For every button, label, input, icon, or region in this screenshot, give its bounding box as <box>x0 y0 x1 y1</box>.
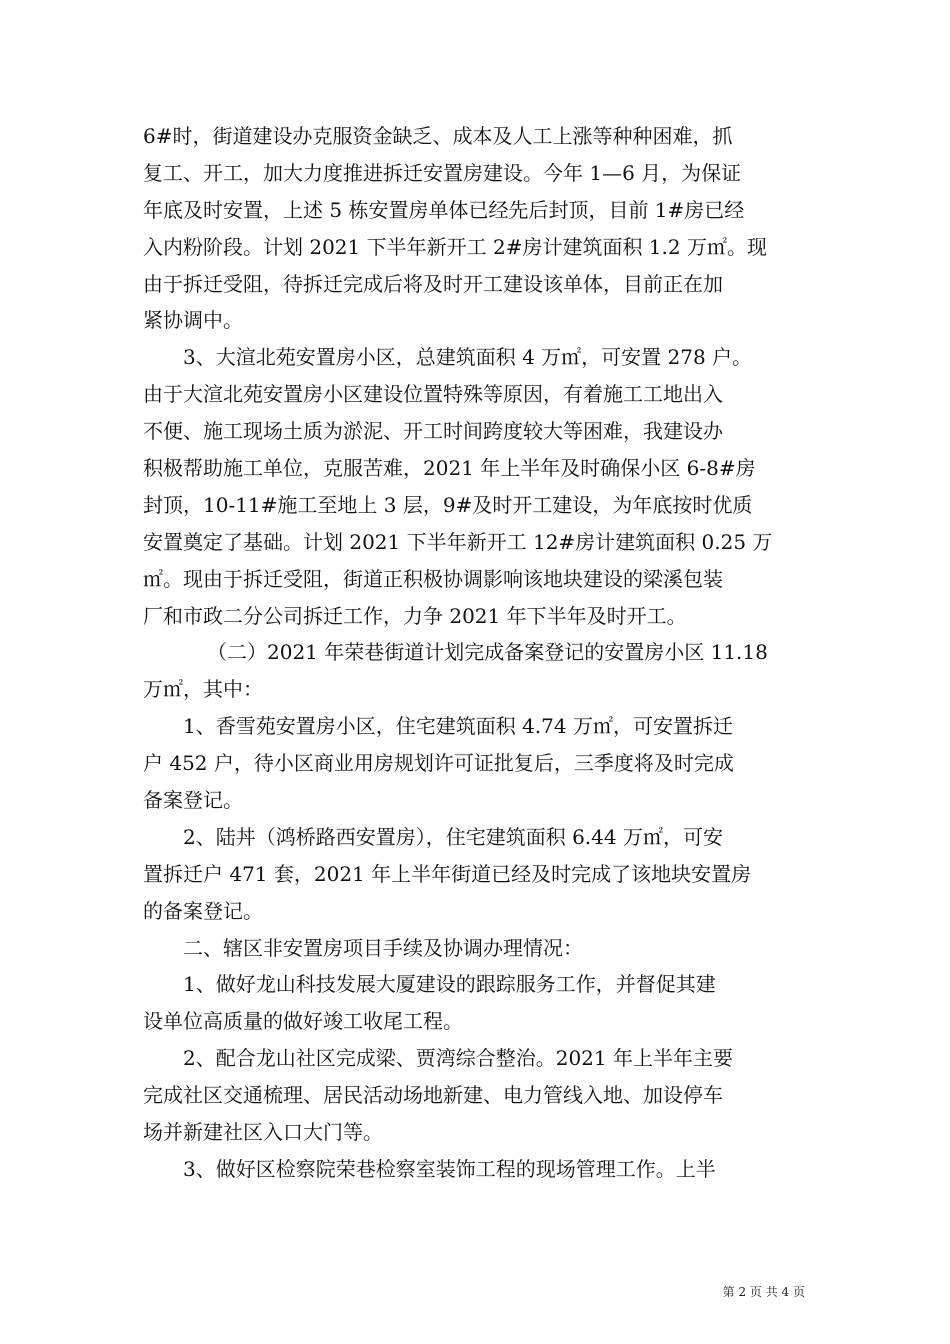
text-line: 不便、施工现场土质为淤泥、开工时间跨度较大等困难，我建设办 <box>143 419 723 444</box>
text-line: 紧协调中。 <box>143 308 243 333</box>
text-line: 复工、开工，加大力度推进拆迁安置房建设。今年 1—6 月，为保证 <box>143 160 742 185</box>
text-line: 的备案登记。 <box>143 898 263 923</box>
text-line: 置拆迁户 471 套，2021 年上半年街道已经及时完成了该地块安置房 <box>143 861 752 886</box>
text-line: 完成社区交通梳理、居民活动场地新建、电力管线入地、加设停车 <box>143 1083 723 1108</box>
text-line: 积极帮助施工单位，克服苦难，2021 年上半年及时确保小区 6-8#房 <box>143 456 756 481</box>
text-line: 6#时，街道建设办克服资金缺乏、成本及人工上涨等种种困难，抓 <box>143 124 733 148</box>
text-line: 设单位高质量的做好竣工收尾工程。 <box>143 1009 463 1034</box>
text-line: 备案登记。 <box>143 788 243 813</box>
paragraph-start-line: 3、做好区检察院荣巷检察室装饰工程的现场管理工作。上半 <box>183 1156 716 1181</box>
paragraph-start-line: 3、大渲北苑安置房小区，总建筑面积 4 万㎡，可安置 278 户。 <box>183 345 753 370</box>
text-line: 由于大渲北苑安置房小区建设位置特殊等原因，有着施工工地出入 <box>143 382 723 407</box>
section-heading-line: 二、辖区非安置房项目手续及协调办理情况： <box>183 935 583 960</box>
text-line: 由于拆迁受阻，待拆迁完成后将及时开工建设该单体，目前正在加 <box>143 271 723 296</box>
paragraph-start-line: 1、做好龙山科技发展大厦建设的跟踪服务工作，并督促其建 <box>183 972 716 997</box>
text-line: 入内粉阶段。计划 2021 下半年新开工 2#房计建筑面积 1.2 万㎡。现 <box>143 234 767 259</box>
text-line: 安置奠定了基础。计划 2021 下半年新开工 12#房计建筑面积 0.25 万 <box>143 529 773 554</box>
text-line: 场并新建社区入口大门等。 <box>143 1120 383 1145</box>
text-line: 厂和市政二分公司拆迁工作，力争 2021 年下半年及时开工。 <box>143 603 687 628</box>
section-heading-line: （二）2021 年荣巷街道计划完成备案登记的安置房小区 11.18 <box>207 640 768 665</box>
paragraph-start-line: 2、配合龙山社区完成梁、贾湾综合整治。2021 年上半年主要 <box>183 1046 733 1071</box>
text-line: ㎡。现由于拆迁受阻，街道正积极协调影响该地块建设的梁溪包装 <box>143 566 723 591</box>
text-line: 封顶，10-11#施工至地上 3 层，9#及时开工建设，为年底按时优质 <box>143 492 753 517</box>
text-line: 年底及时安置，上述 5 栋安置房单体已经先后封顶，目前 1#房已经 <box>143 197 745 222</box>
paragraph-start-line: 1、香雪苑安置房小区，住宅建筑面积 4.74 万㎡，可安置拆迁 <box>183 714 733 739</box>
paragraph-start-line: 2、陆丼（鸿桥路西安置房），住宅建筑面积 6.44 万㎡，可安 <box>183 824 723 849</box>
text-line: 万㎡，其中： <box>143 677 263 702</box>
text-line: 户 452 户，待小区商业用房规划许可证批复后，三季度将及时完成 <box>143 751 734 776</box>
document-body <box>143 118 811 1188</box>
page-number: 第 2 页 共 4 页 <box>722 1285 805 1299</box>
